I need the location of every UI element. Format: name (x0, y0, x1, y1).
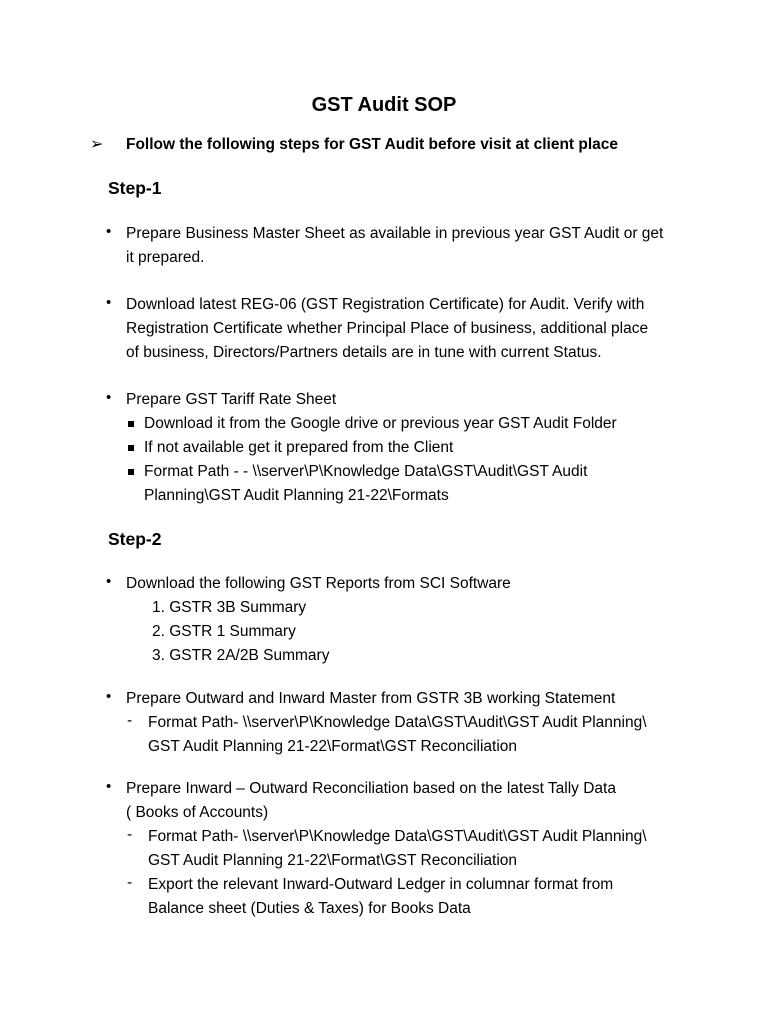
step2-list-item1: 1. GSTR 3B Summary (152, 599, 307, 616)
step1-item3-sub1: Download it from the Google drive or previous year GST Audit Folder (144, 415, 617, 432)
dash-bullet-icon: - (127, 874, 133, 891)
step2-list-item3: 3. GSTR 2A/2B Summary (152, 647, 330, 664)
step2-item3-line2: ( Books of Accounts) (126, 804, 269, 821)
bullet-icon: • (106, 294, 112, 311)
bullet-icon: • (106, 389, 112, 406)
bullet-icon: • (106, 573, 112, 590)
step2-item3-sub1-line2: GST Audit Planning 21-22\Format\GST Reconciliation (148, 852, 518, 869)
step2-item3-line1: Prepare Inward – Outward Reconciliation based on the latest Tally Data (126, 780, 616, 797)
intro-text: Follow the following steps for GST Audit before visit at client place (126, 136, 619, 153)
step1-item3-sub3: Format Path - - \\server\P\Knowledge Data\GST\Audit\GST Audit (144, 463, 588, 480)
step2-heading: Step-2 (108, 529, 162, 549)
dash-bullet-icon: - (127, 826, 133, 843)
bullet-icon: • (106, 223, 112, 240)
step1-heading: Step-1 (108, 178, 162, 198)
step1-item3-sub3-cont: Planning\GST Audit Planning 21-22\Formats (144, 487, 449, 504)
dash-bullet-icon: - (127, 712, 133, 729)
step2-list-item2: 2. GSTR 1 Summary (152, 623, 296, 640)
intro-line (90, 134, 618, 154)
step2-item2-sub-line2: GST Audit Planning 21-22\Format\GST Reconciliation (148, 738, 518, 755)
bullet-icon: • (106, 688, 112, 705)
step1-item1-line2: it prepared. (126, 249, 205, 266)
step2-item2: Prepare Outward and Inward Master from GSTR 3B working Statement (126, 690, 616, 707)
step2-item3-sub2-line1: Export the relevant Inward-Outward Ledger in columnar format from (148, 876, 614, 893)
document-title: GST Audit SOP (311, 94, 457, 116)
step1-item3: Prepare GST Tariff Rate Sheet (126, 391, 337, 408)
step2-item3-sub2-line2: Balance sheet (Duties & Taxes) for Books Data (148, 900, 471, 917)
step1-item2-line2: Registration Certificate whether Principal Place of business, additional place (126, 320, 649, 337)
step1-item2-line1: Download latest REG-06 (GST Registration Certificate) for Audit. Verify with (126, 296, 645, 313)
square-bullet-icon (128, 445, 134, 451)
arrow-bullet-icon: ➢ (90, 136, 104, 153)
bullet-icon: • (106, 778, 112, 795)
step1-item1-line1: Prepare Business Master Sheet as available in previous year GST Audit or get (126, 225, 664, 242)
square-bullet-icon (128, 469, 134, 475)
square-bullet-icon (128, 421, 134, 427)
step1-item2-line3: of business, Directors/Partners details are in tune with current Status. (126, 344, 602, 361)
step2-item2-sub-line1: Format Path- \\server\P\Knowledge Data\GST\Audit\GST Audit Planning\ (148, 714, 647, 731)
step2-item3-sub1-line1: Format Path- \\server\P\Knowledge Data\GST\Audit\GST Audit Planning\ (148, 828, 647, 845)
step1-item3-sub2: If not available get it prepared from the Client (144, 439, 454, 456)
step2-item1: Download the following GST Reports from SCI Software (126, 575, 511, 592)
